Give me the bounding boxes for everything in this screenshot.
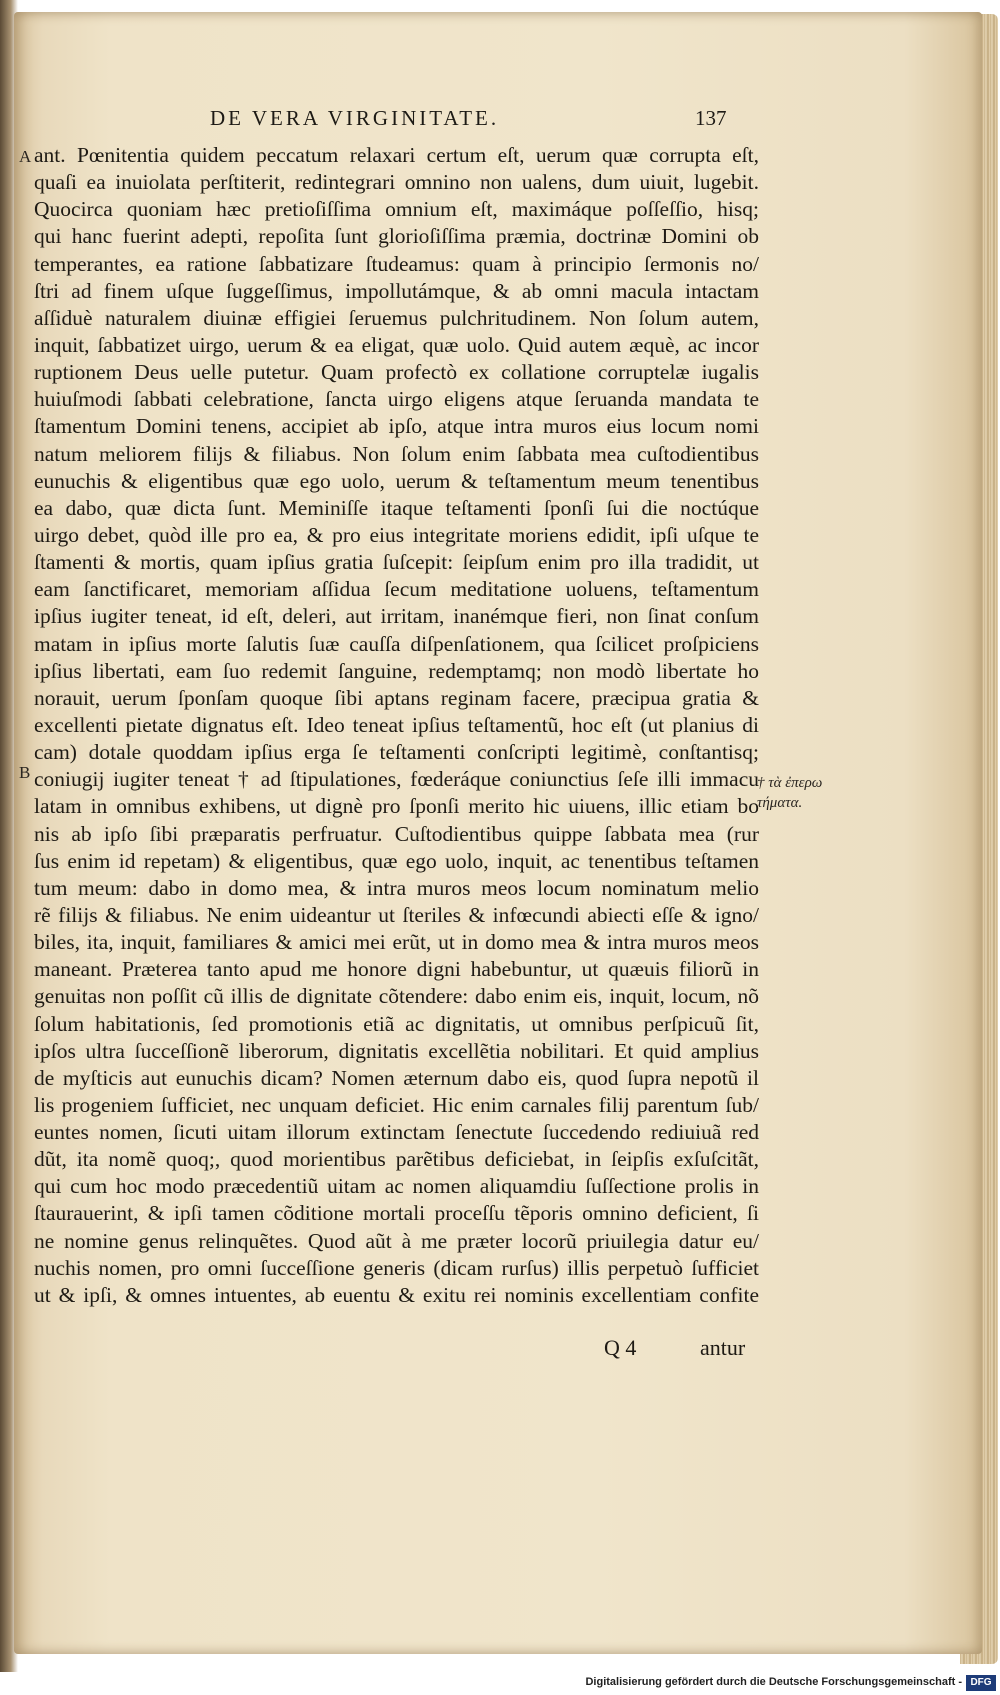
text-line: ipſius libertati, eam ſuo redemit ſanguine, redemptamq; non modò libertate ho: [34, 658, 759, 683]
text-line: uirgo debet, quòd ille pro ea, & pro eius integritate moriens edidit, ipſi uſque te: [34, 522, 759, 547]
text-line: ſtri ad finem uſque ſuggeſſimus, impollutámque, & ab omni macula intactam: [34, 278, 759, 303]
text-line: eunuchis & eligentibus quæ ego uolo, uerum & teſtamentum meum tenentibus: [34, 468, 759, 493]
text-line: ne nomine genus relinquẽtes. Quod aũt à me præter locorũ priuilegia datur eu/: [34, 1228, 759, 1253]
section-marker-b: B: [19, 763, 31, 782]
text-line: tum meum: dabo in domo mea, & intra muros meos locum nominatum melio: [34, 875, 759, 900]
text-line: biles, ita, inquit, familiares & amici mei erũt, ut in domo mea & intra muros meos: [34, 930, 759, 955]
text-line: lis progeniem ſufficiet, nec unquam deficiet. Hic enim carnales filij parentum ſub/: [34, 1092, 759, 1117]
text-line: ipſius iugiter teneat, id eſt, deleri, aut irritam, inanémque fieri, non ſinat conſum: [34, 604, 759, 629]
text-line: coniugij iugiter teneat † ad ſtipulationes, fœderáque coniunctius ſeſe illi immacu: [34, 767, 759, 792]
digitization-credit-bar: [0, 1672, 1000, 1695]
text-line: ut & ipſi, & omnes intuentes, ab euentu & exitu rei nominis excellentiam confite: [34, 1282, 759, 1307]
text-line: Quocirca quoniam hæc pretioſiſſima omnium eſt, maximáque poſſeſſio, hisq;: [34, 197, 759, 222]
text-line: nuchis nomen, pro omni ſucceſſione generis (dicam rurſus) illis perpetuò ſufficiet: [34, 1255, 759, 1280]
text-line: ipſos ultra ſucceſſionẽ liberorum, dignitatis excellẽtia nobilitari. Et quid amplius: [34, 1038, 759, 1063]
text-line: ruptionem Deus uelle putetur. Quam profectò ex collatione corruptelæ iugalis: [34, 360, 759, 385]
text-line: rẽ filijs & filiabus. Ne enim uideantur ut ſteriles & infœcundi abiecti eſſe & igno/: [34, 902, 759, 927]
text-line: maneant. Præterea tanto apud me honore digni habebuntur, ut quæuis filiorũ in: [34, 957, 759, 982]
catchword: antur: [700, 1335, 746, 1360]
section-marker-a: A: [19, 147, 32, 166]
text-line: qui cum hoc modo præcedentiũ uitam ac nomen aliquamdiu ſuſſectione prolis in: [34, 1174, 759, 1199]
text-line: qui hanc fuerint adepti, repoſita ſunt glorioſiſſima præmia, doctrinæ Domini ob: [34, 224, 759, 249]
text-line: natum meliorem filijs & filiabus. Non ſolum enim ſabbata mea cuſtodientibus: [34, 441, 759, 466]
margin-note-line: τήματα.: [757, 795, 803, 811]
text-line: temperantes, ea ratione ſabbatizare ſtudeamus: quam à principio ſermonis no/: [34, 251, 759, 276]
text-line: quaſi ea inuiolata perſtiterit, redintegrari omnino non ualens, dum uiuit, lugebit.: [34, 170, 759, 195]
text-line: genuitas non poſſit cũ illis de dignitate cõtendere: dabo enim eis, inquit, locum, nõ: [34, 984, 759, 1009]
text-line: ſtamentum Domini tenens, accipiet ab ipſo, atque intra muros eius locum nomi: [34, 414, 759, 439]
margin-note-line: † τὰ ἐπερω: [757, 775, 823, 791]
text-line: huiuſmodi ſabbati celebratione, ſancta uirgo eligens atque ſeruanda mandata te: [34, 387, 759, 412]
page-number: 137: [695, 106, 727, 130]
text-line: de myſticis aut eunuchis dicam? Nomen æternum dabo eis, quod ſupra nepotũ il: [34, 1065, 759, 1090]
text-line: ſus enim id repetam) & eligentibus, quæ ego uolo, inquit, ac tenentibus teſtamen: [34, 848, 759, 873]
text-line: excellenti pietate dignatus eſt. Ideo teneat ipſius teſtamentũ, hoc eſt (ut planius di: [34, 712, 759, 737]
text-line: inquit, ſabbatizet uirgo, uerum & ea eligat, quæ uolo. Quid autem æquè, ac incor: [34, 332, 759, 357]
text-line: ea dabo, quæ dicta ſunt. Meminiſſe itaque teſtamenti ſponſi ſui die noctúque: [34, 495, 759, 520]
text-line: ſolum habitationis, ſed promotionis etiã ac dignitatis, ut omnibus perſpicuũ ſit,: [34, 1011, 759, 1036]
credit-text: Digitalisierung gefördert durch die Deutsche Forschungsgemeinschaft -: [585, 1676, 962, 1688]
margin-note: [757, 773, 877, 813]
text-line: eam ſanctificaret, memoriam aſſidua ſecum meditatione uoluens, teſtamentum: [34, 577, 759, 602]
text-line: nis ab ipſo ſibi præparatis perfruatur. Cuſtodientibus quippe ſabbata mea (rur: [34, 821, 759, 846]
body-text: [34, 142, 759, 1309]
text-line: cam) dotale quoddam ipſius erga ſe teſtamenti conſcripti legitimè, conſtantisq;: [34, 740, 759, 765]
text-line: ſtamenti & mortis, quam ipſius gratia ſuſcepit: ſeipſum enim pro illa tradidit, ut: [34, 550, 759, 575]
text-line: dũt, ita nomẽ quoq;, quod morientibus parẽtibus deficiebat, in ſeipſis exſuſcitãt,: [34, 1147, 759, 1172]
text-line: euntes nomen, ſicuti uitam illorum extinctam ſenectute ſuccedendo rediuiuã red: [34, 1120, 759, 1145]
text-line: latam in omnibus exhibens, ut dignè pro ſponſi merito hic uiuens, illic etiam bo: [34, 794, 759, 819]
signature-mark: Q 4: [604, 1335, 637, 1360]
dfg-logo: DFG: [966, 1675, 996, 1691]
text-line: ant. Pœnitentia quidem peccatum relaxari certum eſt, uerum quæ corrupta eſt,: [34, 143, 759, 167]
text-line: aſſiduè naturalem diuinæ effigiei ſeruemus pulchritudinem. Non ſolum autem,: [34, 305, 759, 330]
text-line: matam in ipſius morte ſalutis ſuæ cauſſa diſpenſationem, qua ſcilicet proſpiciens: [34, 631, 759, 656]
text-line: norauit, uerum ſponſam quoque ſibi aptans reginam facere, præcipua gratia &: [34, 685, 759, 710]
running-title: DE VERA VIRGINITATE.: [210, 106, 500, 130]
text-line: ſtaurauerint, & ipſi tamen cõditione mortali proceſſu tẽporis omnino deficient, ſi: [34, 1201, 759, 1226]
